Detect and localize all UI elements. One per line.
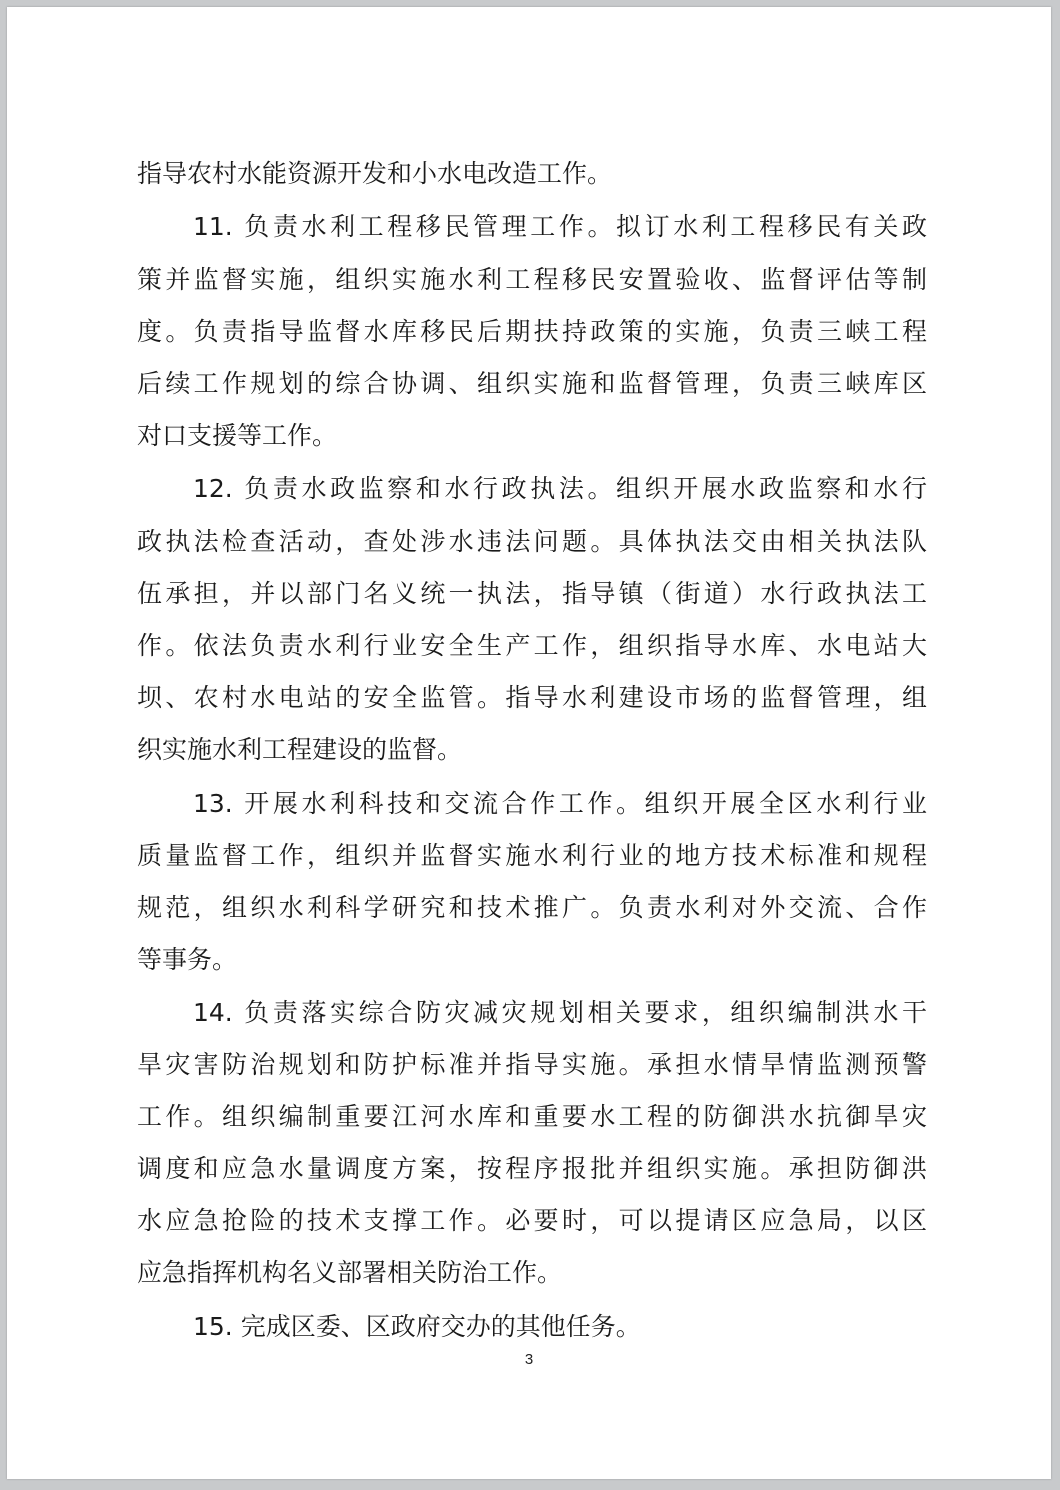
body-line: 水应急抢险的技术支撑工作。必要时，可以提请区应急局，以区	[137, 1206, 927, 1235]
body-line: 后续工作规划的综合协调、组织实施和监督管理，负责三峡库区	[137, 369, 927, 398]
body-line: 对口支援等工作。	[137, 421, 338, 450]
item-14-heading-line: 14. 负责落实综合防灾减灾规划相关要求，组织编制洪水干	[193, 998, 927, 1027]
item-12-heading-line: 12. 负责水政监察和水行政执法。组织开展水政监察和水行	[193, 474, 927, 503]
body-line: 策并监督实施，组织实施水利工程移民安置验收、监督评估等制	[137, 265, 927, 294]
body-line: 规范，组织水利科学研究和技术推广。负责水利对外交流、合作	[137, 893, 927, 922]
page-number: 3	[524, 1351, 534, 1368]
body-line: 度。负责指导监督水库移民后期扶持政策的实施，负责三峡工程	[137, 317, 927, 346]
body-line: 织实施水利工程建设的监督。	[137, 735, 463, 764]
body-line: 指导农村水能资源开发和小水电改造工作。	[137, 159, 613, 188]
body-line: 等事务。	[137, 945, 238, 974]
body-line: 政执法检查活动，查处涉水违法问题。具体执法交由相关执法队	[137, 527, 927, 556]
body-line: 质量监督工作，组织并监督实施水利行业的地方技术标准和规程	[137, 841, 927, 870]
body-line: 工作。组织编制重要江河水库和重要水工程的防御洪水抗御旱灾	[137, 1102, 927, 1131]
item-11-heading-line: 11. 负责水利工程移民管理工作。拟订水利工程移民有关政	[193, 212, 927, 241]
body-line: 伍承担，并以部门名义统一执法，指导镇（街道）水行政执法工	[137, 579, 927, 608]
body-line: 应急指挥机构名义部署相关防治工作。	[137, 1258, 563, 1287]
body-line: 调度和应急水量调度方案，按程序报批并组织实施。承担防御洪	[137, 1154, 927, 1183]
item-13-heading-line: 13. 开展水利科技和交流合作工作。组织开展全区水利行业	[193, 789, 927, 818]
document-page	[7, 7, 1051, 1479]
item-15-heading-line: 15. 完成区委、区政府交办的其他任务。	[193, 1312, 641, 1341]
body-line: 作。依法负责水利行业安全生产工作，组织指导水库、水电站大	[137, 631, 927, 660]
body-line: 旱灾害防治规划和防护标准并指导实施。承担水情旱情监测预警	[137, 1050, 927, 1079]
body-line: 坝、农村水电站的安全监管。指导水利建设市场的监督管理，组	[137, 683, 927, 712]
